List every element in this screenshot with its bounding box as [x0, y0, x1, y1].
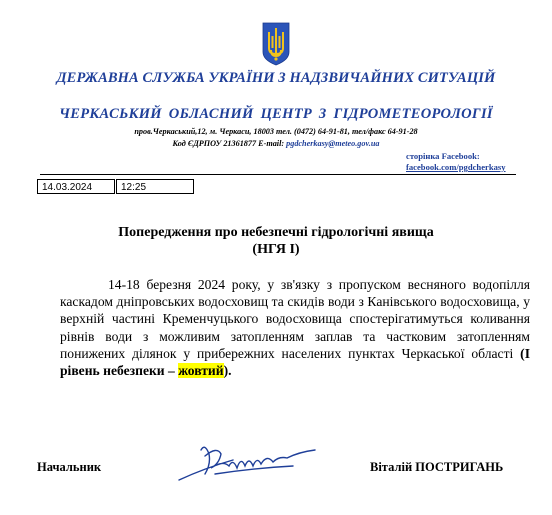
- center-title: ЧЕРКАСЬКИЙ ОБЛАСНИЙ ЦЕНТР З ГІДРОМЕТЕОРОЛОГІЇ: [59, 106, 493, 122]
- handwritten-signature: [175, 438, 325, 486]
- document-subtitle: (НГЯ І): [252, 242, 300, 257]
- danger-level-suffix: ).: [223, 363, 232, 379]
- facebook-link[interactable]: facebook.com/pgdcherkasy: [406, 162, 506, 172]
- document-title: Попередження про небезпечні гідрологічні явища: [118, 225, 434, 240]
- email-link[interactable]: pgdcherkasy@meteo.gov.ua: [286, 139, 380, 148]
- header-divider: [40, 174, 516, 175]
- facebook-label: сторінка Facebook:: [406, 151, 480, 161]
- trident-emblem-icon: [262, 22, 290, 66]
- agency-title: ДЕРЖАВНА СЛУЖБА УКРАЇНИ З НАДЗВИЧАЙНИХ СИТУАЦІЙ: [56, 70, 496, 86]
- code-line: [0, 139, 552, 148]
- signer-name: Віталій ПОСТРИГАНЬ: [370, 460, 504, 474]
- time-field: 12:25: [116, 179, 194, 194]
- danger-level-prefix: (І рівень небезпеки –: [60, 345, 530, 379]
- date-field: 14.03.2024: [37, 179, 115, 194]
- code-prefix: Код ЄДРПОУ 21361877 E-mail:: [172, 139, 287, 148]
- danger-level-color: жовтий: [178, 363, 224, 379]
- warning-text: [60, 276, 530, 379]
- signer-position: Начальник: [37, 460, 102, 474]
- facebook-block: [406, 151, 506, 173]
- warning-body: 14-18 березня 2024 року, у зв'язку з пропуском весняного водопілля каскадом дніпровських водосховищ та скидів води з Канівського водосховища, у верхній частині Кременчуцького водосховища спостерігатимуться коливання рівнів води з можливим затопленням заплав та частковим затопленням понижених ділянок у прибережних населених пунктах Черкаської області: [60, 277, 530, 361]
- address-line: пров.Черкаський,12, м. Черкаси, 18003 тел. (0472) 64-91-81, тел/факс 64-91-28: [134, 127, 418, 136]
